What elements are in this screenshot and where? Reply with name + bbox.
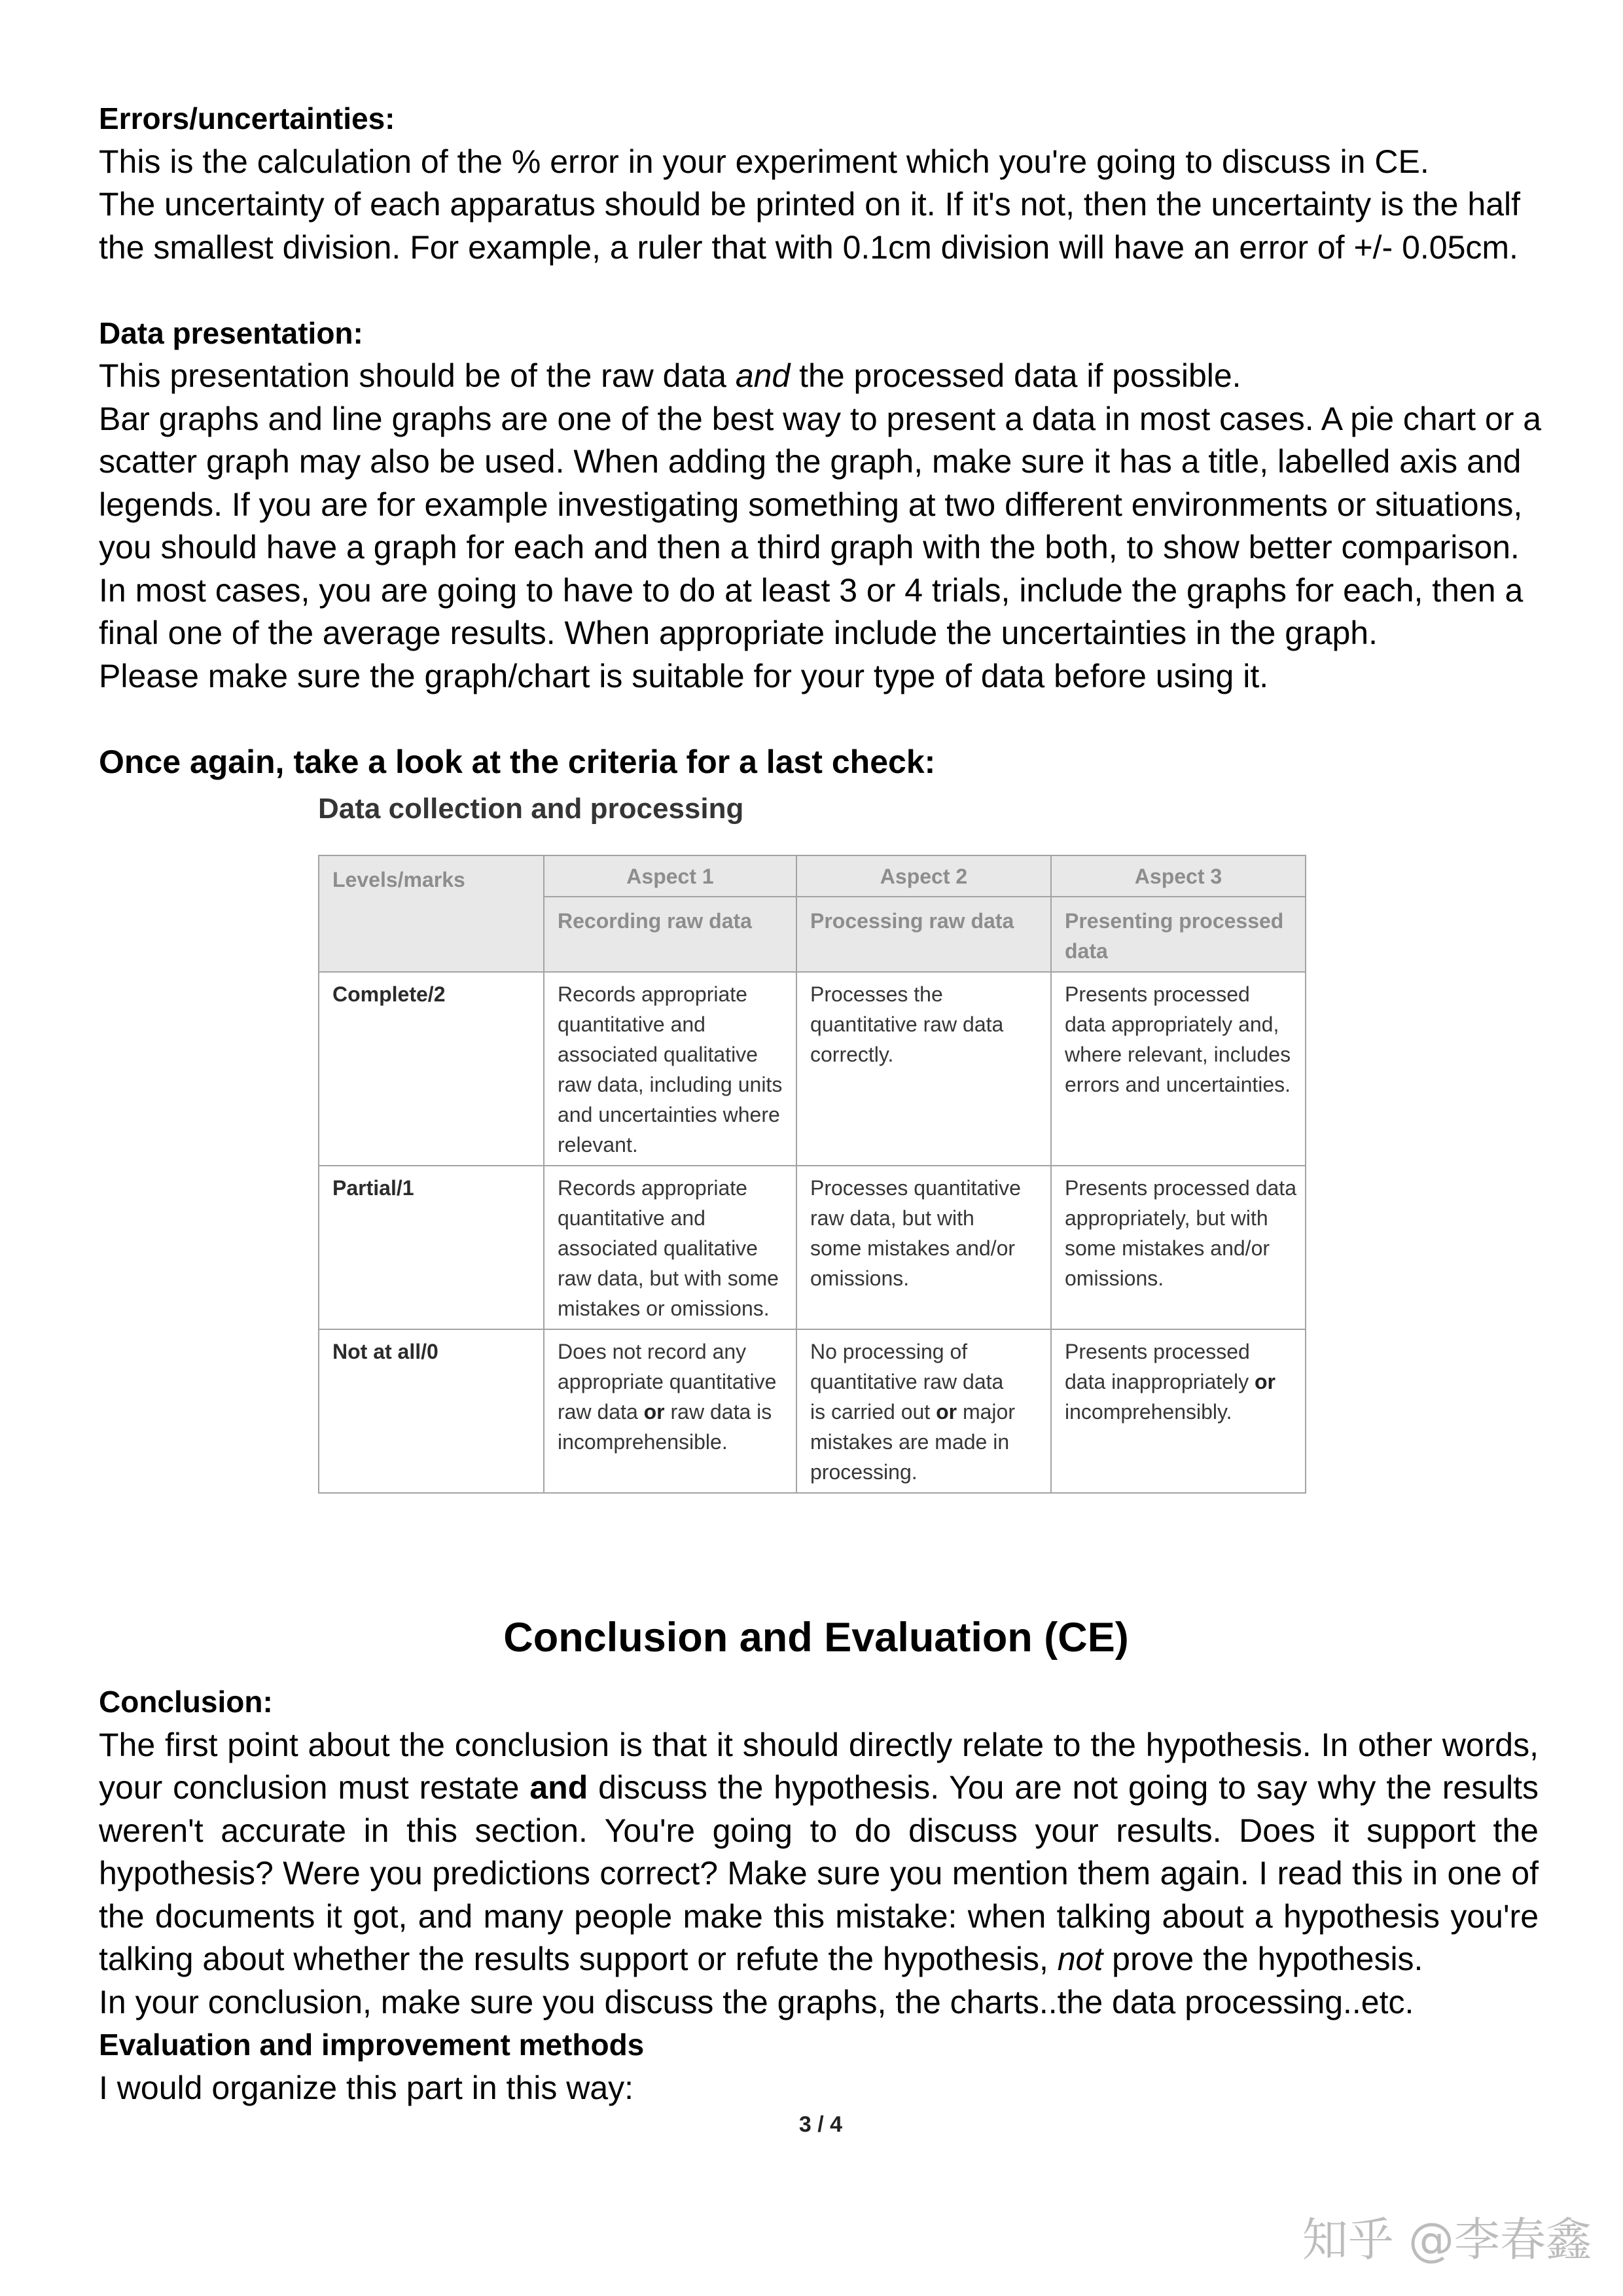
criteria-table bbox=[318, 855, 1306, 1494]
paragraph-gap bbox=[99, 269, 1539, 312]
row-level-cell bbox=[319, 1166, 544, 1329]
aspect-1-header bbox=[544, 855, 796, 897]
data-presentation-line: In most cases, you are going to have to do at least 3 or 4 trials, include the graphs for each, then a bbox=[99, 571, 1524, 609]
row-level-cell bbox=[319, 972, 544, 1166]
data-presentation-line: you should have a graph for each and then a third graph with the both, to show better comparison. bbox=[99, 529, 1520, 565]
table-cell bbox=[1051, 1166, 1306, 1329]
cell-text bbox=[810, 1340, 1015, 1484]
page-number: 3 / 4 bbox=[798, 2112, 843, 2137]
errors-line: the smallest division. For example, a ruler that with 0.1cm division will have an error of +/- 0.05cm. bbox=[99, 228, 1518, 266]
bold-emphasis: or bbox=[1254, 1370, 1275, 1393]
cell-text bbox=[1065, 1340, 1275, 1424]
table-cell bbox=[796, 972, 1051, 1166]
data-presentation-line: final one of the average results. When appropriate include the uncertainties in the graph. bbox=[99, 615, 1378, 651]
table-cell bbox=[544, 972, 796, 1166]
table-cell bbox=[544, 1329, 796, 1493]
lower-text-block bbox=[99, 1681, 1539, 2109]
watermark: 知乎 @李春鑫 bbox=[1302, 2213, 1592, 2267]
row-level-label: Partial/1 bbox=[332, 1176, 414, 1200]
aspect-1-subheader bbox=[544, 897, 796, 972]
row-level-label: Not at all/0 bbox=[332, 1340, 438, 1363]
conclusion-heading: Conclusion: bbox=[99, 1685, 273, 1719]
levels-header-cell bbox=[319, 855, 544, 972]
cell-text: Records appropriate quantitative and associated qualitative raw data, but with some mistakes or omissions. bbox=[558, 1176, 779, 1320]
text-segment: incomprehensibly. bbox=[1065, 1400, 1232, 1424]
row-level-cell bbox=[319, 1329, 544, 1493]
bold-emphasis: or bbox=[936, 1400, 957, 1424]
aspect-subtitle: Presenting processed data bbox=[1065, 909, 1284, 963]
aspect-name: Aspect 2 bbox=[880, 864, 968, 888]
bold-emphasis: and bbox=[529, 1769, 588, 1806]
row-level-label: Complete/2 bbox=[332, 982, 446, 1006]
table-row-complete bbox=[319, 972, 1306, 1166]
text-segment: This presentation should be of the raw data bbox=[99, 357, 736, 394]
cell-text: Processes quantitative raw data, but with some mistakes and/or omissions. bbox=[810, 1176, 1021, 1290]
cell-text: Presents processed data appropriately and, where relevant, includes errors and uncertainties. bbox=[1065, 982, 1291, 1096]
aspect-name: Aspect 1 bbox=[626, 864, 714, 888]
paragraph-gap bbox=[99, 698, 1539, 741]
aspect-2-header bbox=[796, 855, 1051, 897]
table-cell bbox=[1051, 1329, 1306, 1493]
cell-text bbox=[558, 1340, 776, 1454]
text-segment: your conclusion must restate bbox=[99, 1769, 530, 1806]
aspect-2-subheader bbox=[796, 897, 1051, 972]
criteria-table-title: Data collection and processing bbox=[318, 793, 744, 825]
table-cell bbox=[1051, 972, 1306, 1166]
data-presentation-line: scatter graph may also be used. When adding the graph, make sure it has a title, labelled axis and bbox=[99, 443, 1522, 480]
text-segment: the processed data if possible. bbox=[790, 357, 1241, 394]
text-segment: Does not record any appropriate quantitative raw data bbox=[558, 1340, 777, 1424]
table-row-not-at-all bbox=[319, 1329, 1306, 1493]
criteria-intro: Once again, take a look at the criteria for a last check: bbox=[99, 743, 936, 780]
text-segment: No processing of quantitative raw data is carried out bbox=[810, 1340, 1004, 1424]
italic-emphasis: not bbox=[1057, 1941, 1103, 1977]
bold-emphasis: or bbox=[643, 1400, 665, 1424]
data-presentation-line: Please make sure the graph/chart is suitable for your type of data before using it. bbox=[99, 657, 1269, 694]
table-cell bbox=[544, 1166, 796, 1329]
text-segment: major mistakes are made in processing. bbox=[810, 1400, 1015, 1484]
upper-text-block bbox=[99, 98, 1542, 783]
conclusion-line: weren't accurate in this section. You're going to do discuss your results. Does it support the bbox=[99, 1812, 1539, 1849]
data-presentation-line bbox=[99, 355, 1539, 398]
conclusion-line bbox=[99, 1767, 1539, 1810]
conclusion-line: hypothesis? Were you predictions correct? Make sure you mention them again. I read this in one of bbox=[99, 1855, 1539, 1892]
data-presentation-line: Bar graphs and line graphs are one of the best way to present a data in most cases. A pie chart or a bbox=[99, 400, 1542, 437]
aspect-3-subheader bbox=[1051, 897, 1306, 972]
text-segment: prove the hypothesis. bbox=[1103, 1941, 1423, 1977]
errors-line: This is the calculation of the % error in your experiment which you're going to discuss in CE. bbox=[99, 143, 1429, 180]
section-title: Conclusion and Evaluation (CE) bbox=[503, 1615, 1129, 1660]
conclusion-line: the documents it got, and many people make this mistake: when talking about a hypothesis you're bbox=[99, 1897, 1539, 1935]
italic-emphasis: and bbox=[735, 357, 791, 394]
levels-header-label: Levels/marks bbox=[332, 868, 465, 891]
text-segment: raw data is incomprehensible. bbox=[558, 1400, 772, 1454]
aspect-subtitle: Processing raw data bbox=[810, 909, 1014, 933]
text-segment: Presents processed data inappropriately bbox=[1065, 1340, 1250, 1393]
cell-text: Records appropriate quantitative and associated qualitative raw data, including units and uncertainties where relevant. bbox=[558, 982, 783, 1157]
conclusion-line: In your conclusion, make sure you discuss the graphs, the charts..the data processing..etc. bbox=[99, 1983, 1414, 2020]
aspect-name: Aspect 3 bbox=[1134, 864, 1222, 888]
table-cell bbox=[796, 1329, 1051, 1493]
conclusion-line: The first point about the conclusion is that it should directly relate to the hypothesis. In other words, bbox=[99, 1726, 1539, 1763]
aspect-subtitle: Recording raw data bbox=[558, 909, 752, 933]
evaluation-line: I would organize this part in this way: bbox=[99, 2069, 634, 2106]
text-segment: discuss the hypothesis. You are not going to say why the results bbox=[588, 1769, 1539, 1806]
table-header-row bbox=[319, 855, 1306, 897]
table-row-partial bbox=[319, 1166, 1306, 1329]
cell-text: Processes the quantitative raw data correctly. bbox=[810, 982, 1004, 1066]
evaluation-heading: Evaluation and improvement methods bbox=[99, 2028, 645, 2062]
aspect-3-header bbox=[1051, 855, 1306, 897]
data-presentation-heading: Data presentation: bbox=[99, 315, 363, 350]
table-cell bbox=[796, 1166, 1051, 1329]
errors-line: The uncertainty of each apparatus should be printed on it. If it's not, then the uncertainty is the half bbox=[99, 186, 1520, 223]
cell-text: Presents processed data appropriately, but with some mistakes and/or omissions. bbox=[1065, 1176, 1296, 1290]
data-presentation-line: legends. If you are for example investigating something at two different environments or situations, bbox=[99, 486, 1523, 523]
errors-heading: Errors/uncertainties: bbox=[99, 101, 395, 135]
conclusion-line bbox=[99, 1938, 1539, 1981]
text-segment: talking about whether the results support or refute the hypothesis, bbox=[99, 1941, 1058, 1977]
